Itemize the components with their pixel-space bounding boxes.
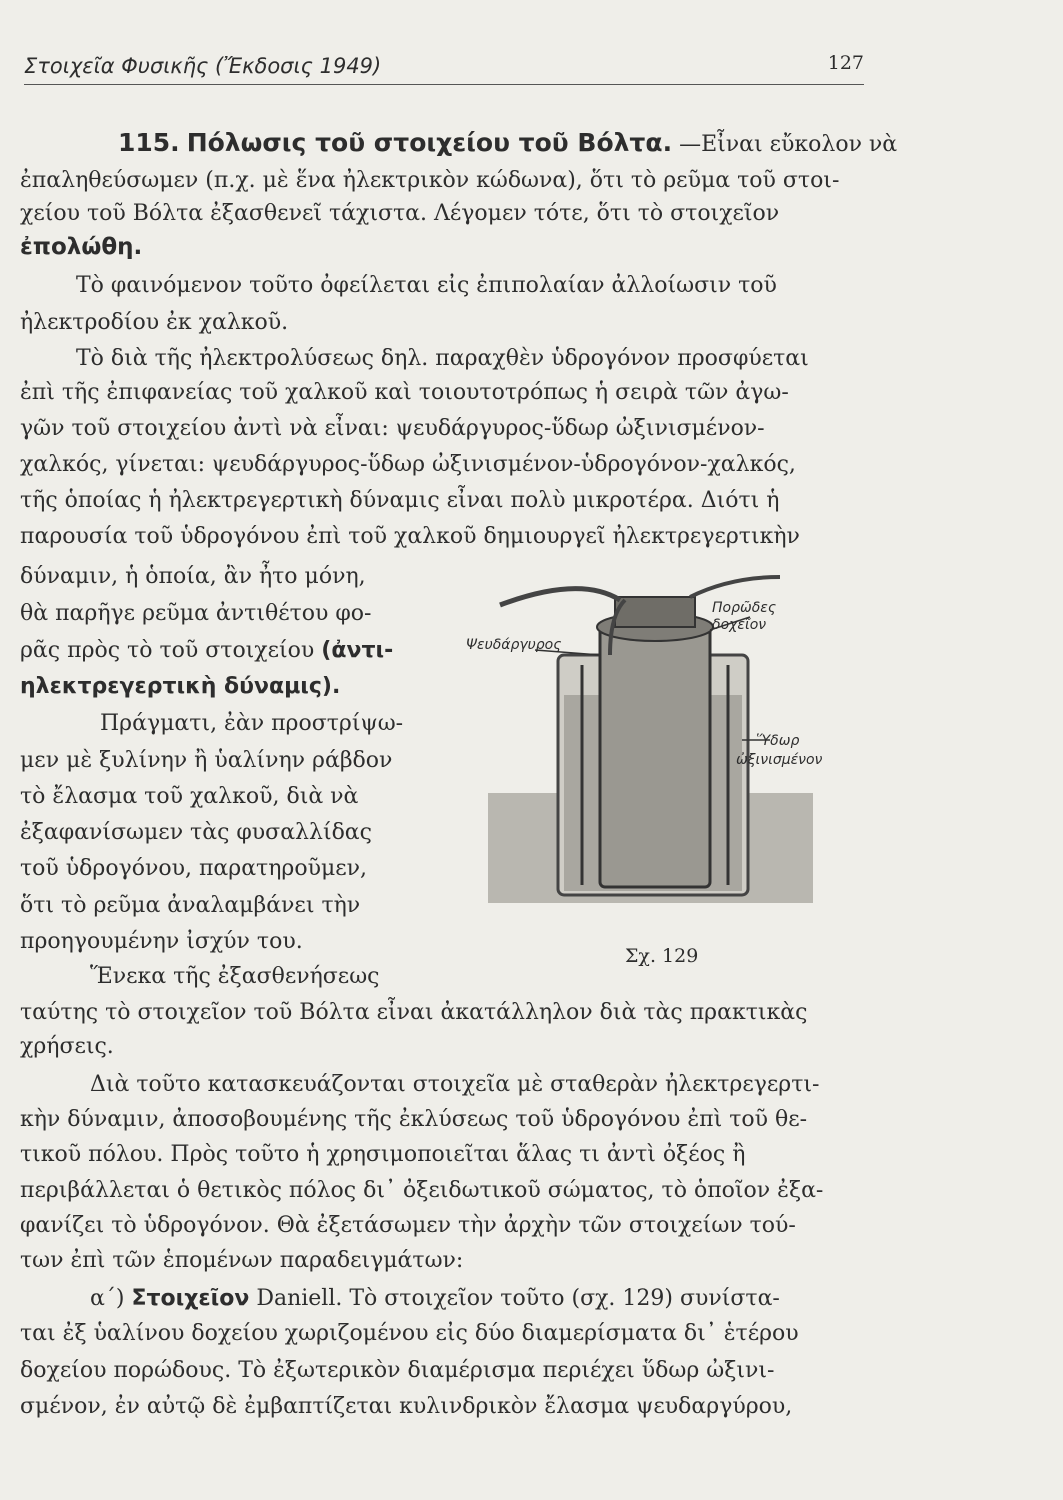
text-line: Διὰ τοῦτο κατασκευάζονται στοιχεῖα μὲ σταθερὰν ἠλεκτρεγερτι- [90,1072,820,1097]
text-line: περιβάλλεται ὁ θετικὸς πόλος δι᾿ ὀξειδωτικοῦ σώματος, τὸ ὁποῖον ἐξα- [20,1178,824,1203]
book-title: Στοιχεῖα Φυσικῆς (Ἔκδοσις 1949) [24,54,382,78]
text-line: ἐπολώθη. [20,234,143,260]
text-line: μεν μὲ ξυλίνην ἢ ὑαλίνην ράβδον [20,748,393,773]
text-line: ταύτης τὸ στοιχεῖον τοῦ Βόλτα εἶναι ἀκατάλληλον διὰ τὰς πρακτικὰς [20,1000,808,1025]
text-line: —Εἶναι εὔκολον νὰ [679,132,898,157]
wire-left [500,589,620,605]
text-line: δοχείου πορώδους. Τὸ ἐξωτερικὸν διαμέρισμα περιέχει ὕδωρ ὠξινι- [20,1358,775,1383]
text-line: των ἐπὶ τῶν ἑπομένων παραδειγμάτων: [20,1248,464,1273]
label-porous-1: Πορῶδες [712,600,777,616]
text-line: κὴν δύναμιν, ἀποσοβουμένης τῆς ἐκλύσεως τοῦ ὑδρογόνου ἐπὶ τοῦ θε- [20,1107,808,1132]
text-line: σμένον, ἐν αὐτῷ δὲ ἐμβαπτίζεται κυλινδρικὸν ἔλασμα ψευδαργύρου, [20,1394,793,1419]
text-line: τικοῦ πόλου. Πρὸς τοῦτο ἡ χρησιμοποιεῖται ἅλας τι ἀντὶ ὀξέος ἢ [20,1142,746,1167]
wire-right [690,577,780,597]
text-line: προηγουμένην ἰσχύν του. [20,929,303,954]
label-water-2: ὠξινισμένον [736,752,823,768]
section-heading: Πόλωσις τοῦ στοιχείου τοῦ Βόλτα. [186,128,673,157]
section-number: 115. [118,128,180,157]
text-line: ὅτι τὸ ρεῦμα ἀναλαμβάνει τὴν [20,893,361,918]
label-water-1: Ὕδωρ [756,733,800,749]
text-line: ἐπαληθεύσωμεν (π.χ. μὲ ἕνα ἠλεκτρικὸν κώδωνα), ὅτι τὸ ρεῦμα τοῦ στοι- [20,168,840,193]
section-heading-line [118,130,897,156]
running-header [24,48,864,85]
bold-term: Στοιχεῖον [131,1286,250,1311]
text-line: Πράγματι, ἐὰν προστρίψω- [100,711,404,736]
text-line: φανίζει τὸ ὑδρογόνον. Θὰ ἐξετάσωμεν τὴν ἀρχὴν τῶν στοιχείων τού- [20,1213,796,1238]
text-line: τοῦ ὑδρογόνου, παρατηροῦμεν, [20,856,368,881]
porous-pot [600,625,710,887]
page-number: 127 [827,52,864,74]
text-line: Τὸ διὰ τῆς ἠλεκτρολύσεως δηλ. παραχθὲν ὑδρογόνον προσφύεται [76,346,809,371]
text-line: δύναμιν, ἡ ὁποία, ἂν ἦτο μόνη, [20,564,366,589]
text-line: Ἕνεκα τῆς ἐξασθενήσεως [90,964,380,989]
text-line: γῶν τοῦ στοιχείου ἀντὶ νὰ εἶναι: ψευδάργυρος-ὕδωρ ὠξινισμένον- [20,416,765,441]
text-line: ηλεκτρεγερτικὴ δύναμις). [20,674,341,699]
bold-term: (ἀντι- [321,638,394,663]
text-line: ται ἐξ ὑαλίνου δοχείου χωριζομένου εἰς δύο διαμερίσματα δι᾿ ἑτέρου [20,1321,799,1346]
list-marker: α´) [90,1286,125,1311]
text-line: χρήσεις. [20,1034,114,1059]
text-line: χαλκός, γίνεται: ψευδάργυρος-ὕδωρ ὠξινισμένον-ὑδρογόνον-χαλκός, [20,452,796,477]
cell-illustration [460,555,900,945]
text-line [90,1288,780,1310]
text-line: τῆς ὁποίας ἡ ἠλεκτρεγερτικὴ δύναμις εἶναι πολὺ μικροτέρα. Διότι ἡ [20,488,780,513]
text-line: παρουσία τοῦ ὑδρογόνου ἐπὶ τοῦ χαλκοῦ δημιουργεῖ ἠλεκτρεγερτικὴν [20,524,800,549]
figure-daniell-cell [460,555,900,975]
text-line: τὸ ἔλασμα τοῦ χαλκοῦ, διὰ νὰ [20,784,359,809]
text-fragment: Daniell. Τὸ στοιχεῖον τοῦτο (σχ. 129) συνίστα- [256,1286,780,1311]
text-line: Τὸ φαινόμενον τοῦτο ὀφείλεται εἰς ἐπιπολαίαν ἀλλοίωσιν τοῦ [76,273,777,298]
text-line: ἐπὶ τῆς ἐπιφανείας τοῦ χαλκοῦ καὶ τοιουτοτρόπως ἡ σειρὰ τῶν ἀγω- [20,380,789,405]
text-line: θὰ παρῆγε ρεῦμα ἀντιθέτου φο- [20,601,372,626]
copper-electrode-top [615,597,695,627]
label-zinc: Ψευδάργυρος [466,637,562,653]
figure-caption: Σχ. 129 [625,945,699,967]
text-fragment: ρᾶς πρὸς τὸ τοῦ στοιχείου [20,638,315,663]
text-line: ἠλεκτροδίου ἐκ χαλκοῦ. [20,310,289,335]
text-line: χείου τοῦ Βόλτα ἐξασθενεῖ τάχιστα. Λέγομεν τότε, ὅτι τὸ στοιχεῖον [20,201,780,226]
label-porous-2: δοχεῖον [712,617,767,633]
text-line [20,640,393,662]
text-line: ἐξαφανίσωμεν τὰς φυσαλλίδας [20,820,372,845]
